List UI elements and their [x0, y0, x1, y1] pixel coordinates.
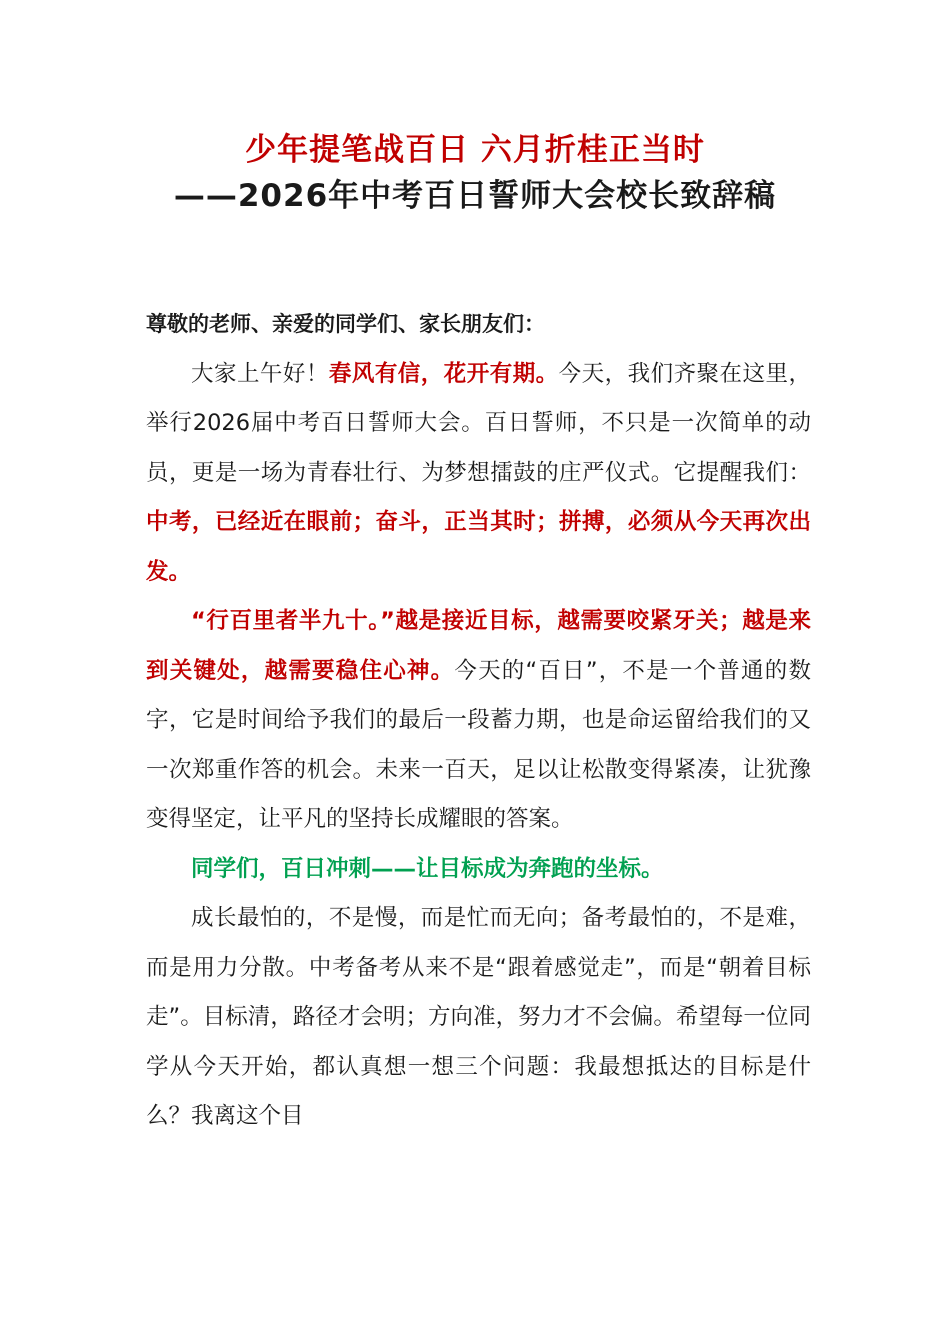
paragraph-1-body: 今天，我们齐聚在这里，举行2026届中考百日誓师大会。百日誓师，不只是一次简单的动员，更是一场为青春壮行、为梦想擂鼓的庄严仪式。它提醒我们：	[146, 360, 811, 486]
paragraph-1-emphasis: 春风有信，花开有期。	[328, 360, 559, 387]
paragraph-1	[146, 350, 811, 598]
section-heading-1-text: 同学们，百日冲刺——让目标成为奔跑的坐标。	[191, 855, 664, 882]
paragraph-1-emphasis-2: 中考，已经近在眼前；奋斗，正当其时；拼搏，必须从今天再次出发。	[146, 509, 811, 585]
paragraph-2	[146, 597, 811, 845]
speech-body	[146, 300, 811, 1142]
salutation: 尊敬的老师、亲爱的同学们、家长朋友们：	[146, 312, 545, 336]
title-block	[120, 128, 830, 218]
section-heading-1	[146, 845, 811, 895]
paragraph-1-greeting: 大家上午好！	[191, 360, 329, 387]
paragraph-2-body: 今天的“百日”，不是一个普通的数字，它是时间给予我们的最后一段蓄力期，也是命运留给我们的又一次郑重作答的机会。未来一百天，足以让松散变得紧凑，让犹豫变得坚定，让平凡的坚持长成耀眼的答案。	[146, 657, 811, 832]
main-title: 少年提笔战百日 六月折桂正当时	[245, 132, 705, 168]
paragraph-3	[146, 894, 811, 1142]
sub-title: ——2026年中考百日誓师大会校长致辞稿	[173, 178, 777, 214]
paragraph-2-emphasis: “行百里者半九十。”越是接近目标，越需要咬紧牙关；越是来到关键处，越需要稳住心神。	[146, 608, 811, 684]
paragraph-3-body: 成长最怕的，不是慢，而是忙而无向；备考最怕的，不是难，而是用力分散。中考备考从来不是“跟着感觉走”，而是“朝着目标走”。目标清，路径才会明；方向准，努力才不会偏。希望每一位同学从今天开始，都认真想一想三个问题：我最想抵达的目标是什么？我离这个目	[146, 905, 811, 1129]
